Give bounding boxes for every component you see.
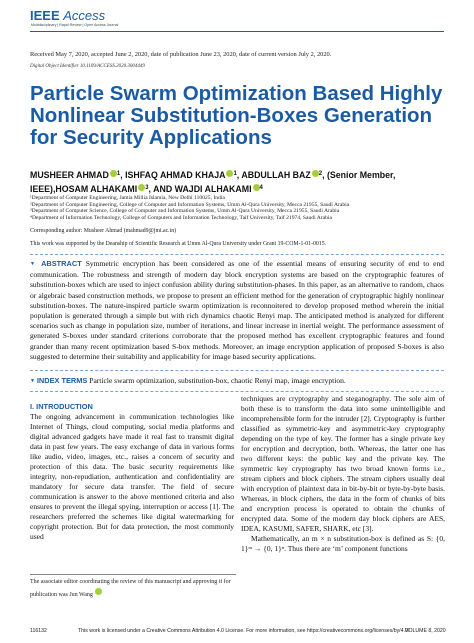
- author-name: MUSHEER AHMAD: [30, 170, 109, 180]
- article-title: Particle Swarm Optimization Based Highly Nonlinear Substitution-Boxes Generation for Security Applications: [30, 82, 443, 149]
- affiliations: [30, 195, 450, 221]
- article-dates: Received May 7, 2020, accepted June 2, 2020, date of publication June 23, 2020, date of current version July 2, 2020.: [30, 51, 332, 58]
- section-triangle-icon: ▼: [30, 379, 35, 384]
- index-terms: [30, 376, 444, 387]
- author-affiliation-mark: 1: [116, 171, 121, 177]
- intro-paragraph: The ongoing advancement in communication technologies like Internet of Things, cloud computing, social media platforms and digital advanced gadgets have made it real fast to transmit digital data in past few years. The easy exchange of data in various forms like audio, video, images, etc., raises a concern of security and protection of this data. The basic security requirements like integrity, non-repudiation, authentication and confidentiality are mandatory for secure data transfer. The field of secure communication is answer to the above mentioned criteria and also ensures to prevent the illegal spying, interruption or access [1]. The researchers preferred the schemes like digital watermarking for copyright protection. But for data protection, the most commonly used: [30, 412, 234, 541]
- journal-tagline: Multidisciplinary | Rapid Review | Open Access Journal: [31, 23, 119, 27]
- abstract-bottom-divider: [30, 370, 444, 371]
- footnote-rule: [30, 574, 236, 575]
- affiliation-3: ³Department of Computer Science, College of Computer and Information Systems, Umm Al-Qura University, Mecca 21955, Saudi Arabia: [30, 208, 340, 215]
- affiliation-4: ⁴Department of Information Technology, College of Computers and Information Technology, Taif University, Taif 21974, Saudi Arabia: [30, 214, 332, 221]
- index-bottom-divider: [30, 391, 444, 392]
- abstract-label: ABSTRACT: [41, 259, 82, 268]
- author-separator: , (Senior Member, IEEE),: [30, 170, 396, 194]
- author-name: ISHFAQ AHMAD KHAJA: [125, 170, 226, 180]
- editor-footnote: [30, 577, 236, 601]
- abstract: [30, 259, 444, 362]
- author-separator: , AND: [148, 183, 175, 194]
- section-heading: I. INTRODUCTION: [30, 402, 93, 411]
- author-affiliation-mark: 1: [233, 171, 237, 177]
- author-name: HOSAM ALHAKAMI: [55, 183, 138, 194]
- funding-note: This work was supported by the Deanship of Scientific Research at Umm Al-Qura University under Grant 19-COM-1-01-0015.: [30, 241, 327, 247]
- article-doi: Digital Object Identifier 10.1109/ACCESS.2020.3004449: [30, 64, 145, 69]
- journal-logo: [30, 8, 105, 23]
- author-list: [30, 168, 450, 195]
- section-triangle-icon: ▼: [30, 262, 38, 267]
- intro-paragraph-continued: techniques are cryptography and steganography. The sole aim of both these is to transform the data into some unintelligible and incomprehensible form for the intruder [2]. Cryptography is further classified as symmetric-key and asymmetric-key cryptography depending on the type of key. The former has a single private key for encryption and decryption, both. Whereas, the latter one has two different keys: the public key and the private key. The symmetric key cryptography has two broad known forms i.e., stream ciphers and block ciphers. The stream ciphers usually deal with encryption of plaintext data in bit-by-bit or byte-by-byte basis. Whereas, in block ciphers, the data in the form of chunks of bits and encryption process is operated to obtain the chunks of encrypted data. Some of the modern day block ciphers are AES, IDEA, KASUMI, SAFER, SHARK, etc [3].: [241, 394, 445, 533]
- orcid-icon[interactable]: [312, 170, 319, 177]
- index-terms-label: INDEX TERMS: [36, 376, 88, 385]
- author-separator: ,: [120, 170, 126, 180]
- orcid-icon: [95, 588, 102, 595]
- volume-label: VOLUME 8, 2020: [405, 628, 446, 634]
- author-affiliation-mark: 3: [145, 184, 149, 191]
- header-rule: [30, 31, 444, 32]
- corresponding-author: Corresponding author: Musheer Ahmad (mahmad9@jmi.ac.in): [30, 228, 177, 234]
- affiliation-1: ¹Department of Computer Engineering, Jamia Millia Islamia, New Delhi 110025, India: [30, 195, 225, 201]
- logo-brand: IEEE: [30, 8, 60, 23]
- orcid-icon[interactable]: [253, 184, 260, 191]
- author-separator: ,: [236, 170, 242, 180]
- author-affiliation-mark: 4: [259, 184, 263, 191]
- orcid-icon[interactable]: [110, 170, 117, 177]
- footnote-text: The associate editor coordinating the review of this manuscript and approving it for publication was Jun Wang: [30, 579, 231, 598]
- author-name: ABDULLAH BAZ: [241, 170, 311, 180]
- index-terms-text: Particle swarm optimization, substitution-box, chaotic Renyi map, image encryption.: [89, 376, 346, 385]
- affiliation-2: ²Department of Computer Engineering, College of Computer and Information Systems, Umm Al-Qura University, Mecca 21955, Saudi Arabia: [30, 201, 350, 208]
- sbox-definition-paragraph: Mathematically, an m × n substitution-box is defined as S: {0, 1}ᵐ → {0, 1}ⁿ. Thus there are ‘m’ component functions: [241, 534, 445, 553]
- author-affiliation-mark: 2: [318, 171, 323, 177]
- abstract-text: Symmetric encryption has been considered as one of the essential means of ensuring security of end to end communication. The robustness and strength of modern day block encryption systems are based on the cryptographic features of substitution-boxes which are used to inject confusion ability during substitution-phases. In this paper, as an alternative to random, chaos or algebraic based construction methods, we propose to present an efficient method for the generation of cryptographic highly nonlinear substitution-boxes. The nature-inspired particle swarm optimization is reconnoitered to develop proposed method wherein the initial population is generated through a simple but with rich dynamics chaotic Renyi map. The anticipated method is analyzed for different scenarios such as change in population size, number of iterations, and linear increase in inertial weight. The performance assessment of generated S-boxes under standard criterions corroborate that the proposed method has excellent cryptographic features and found grander than many recent optimization based S-box methods. Moreover, an image encryption application of proposed S-boxes is also suggested to determine their suitability and applicability for image based security applications.: [30, 259, 445, 361]
- page-number: 116132: [30, 628, 47, 634]
- body-column-right: [241, 394, 445, 554]
- abstract-top-divider: [30, 254, 444, 255]
- author-name: WAJDI ALHAKAMI: [174, 183, 252, 194]
- body-column-left: [30, 402, 234, 542]
- license-text: This work is licensed under a Creative Commons Attribution 4.0 License. For more information, see https://creativecommons.org/licenses/by/4.0/: [78, 628, 410, 634]
- logo-product: Access: [63, 8, 106, 23]
